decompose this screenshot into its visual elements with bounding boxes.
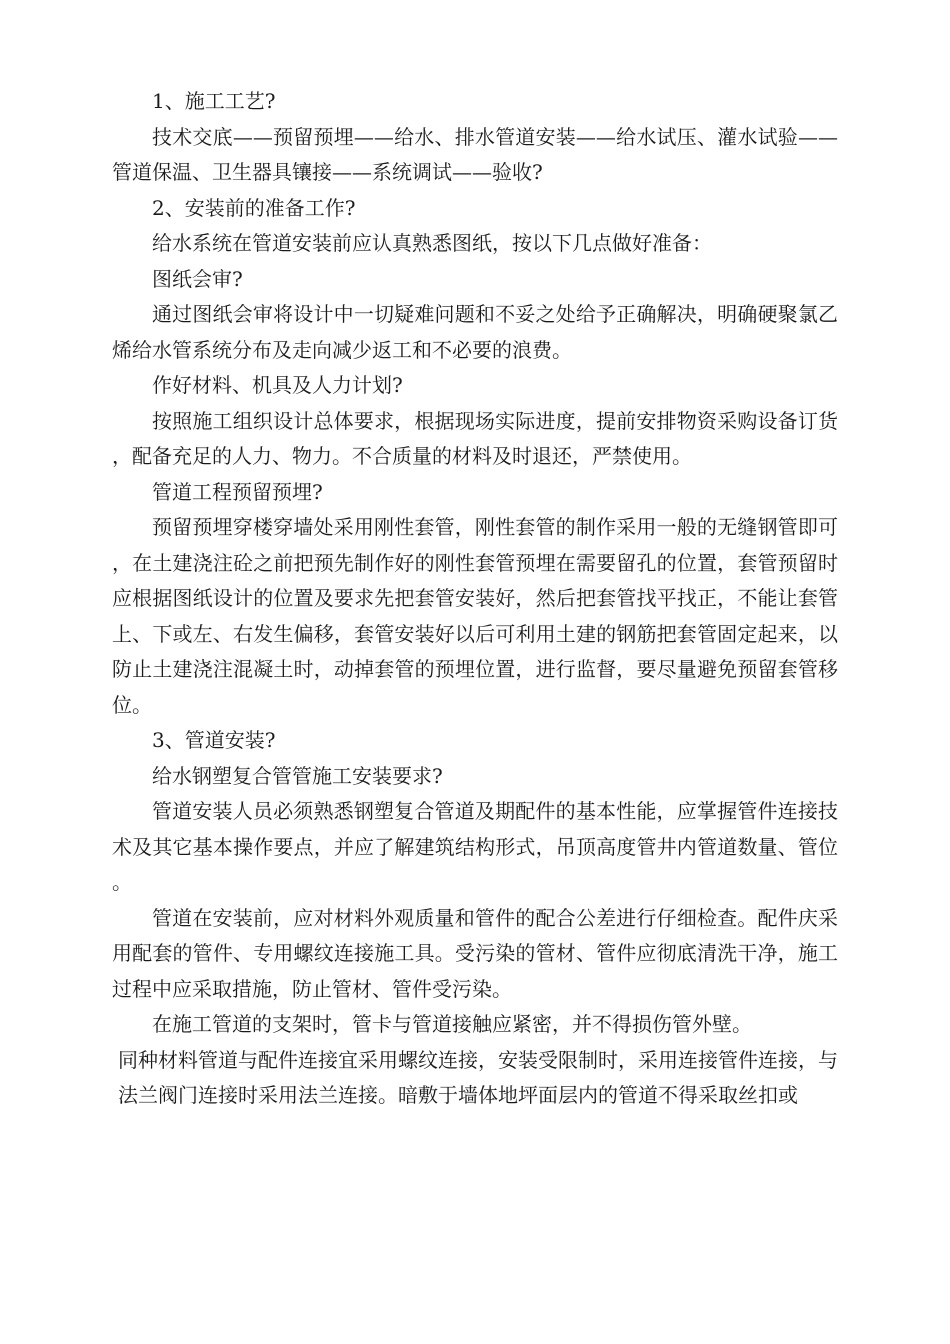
document-body	[112, 84, 838, 1114]
heading-pipe-installation: 3、管道安装?	[152, 728, 276, 752]
subheading-embedding: 管道工程预留预埋?	[152, 479, 323, 504]
paragraph-installer-requirements: 管道安装人员必须熟悉钢塑复合管道及期配件的基本性能，应掌握管件连接技术及其它基本操作要点，并应了解建筑结构形式，吊顶高度管井内管道数量、管位。	[112, 799, 838, 894]
paragraph-process-flow: 技术交底——预留预埋——给水、排水管道安装——给水试压、灌水试验——管道保温、卫生器具镶接——系统调试——验收?	[112, 124, 838, 184]
heading-construction-process: 1、施工工艺?	[152, 89, 276, 113]
paragraph-drawing-review: 通过图纸会审将设计中一切疑难问题和不妥之处给予正确解决，明确硬聚氯乙烯给水管系统分布及走向减少返工和不必要的浪费。	[112, 302, 838, 362]
paragraph-supports: 在施工管道的支架时，管卡与管道接触应紧密，并不得损伤管外壁。	[152, 1012, 752, 1036]
paragraph-materials-plan: 按照施工组织设计总体要求，根据现场实际进度，提前安排物资采购设备订货，配备充足的人力、物力。不合质量的材料及时退还，严禁使用。	[112, 408, 838, 468]
subheading-materials-plan: 作好材料、机具及人力计划?	[152, 373, 403, 397]
subheading-drawing-review: 图纸会审?	[152, 266, 243, 291]
subheading-composite-pipe: 给水钢塑复合管管施工安装要求?	[152, 763, 443, 788]
paragraph-embedding: 预留预埋穿楼穿墙处采用刚性套管，刚性套管的制作采用一般的无缝钢管即可，在土建浇注砼之前把预先制作好的刚性套管预埋在需要留孔的位置，套管预留时应根据图纸设计的位置及要求先把套管安装好，然后把套管找平找正，不能让套管上、下或左、右发生偏移，套管安装好以后可利用土建的钢筋把套管固定起来，以防止土建浇注混凝土时，动掉套管的预埋位置，进行监督，要尽量避免预留套管移位。	[112, 515, 838, 717]
paragraph-preparation-intro: 给水系统在管道安装前应认真熟悉图纸，按以下几点做好准备：	[152, 231, 712, 255]
paragraph-inspection: 管道在安装前，应对材料外观质量和管件的配合公差进行仔细检查。配件庆采用配套的管件、专用螺纹连接施工具。受污染的管材、管件应彻底清洗干净，施工过程中应采取措施，防止管材、管件受污染。	[112, 905, 838, 1001]
heading-preparation: 2、安装前的准备工作?	[152, 195, 356, 220]
paragraph-connections: 同种材料管道与配件连接宜采用螺纹连接，安装受限制时，采用连接管件连接，与法兰阀门连接时采用法兰连接。暗敷于墙体地坪面层内的管道不得采取丝扣或	[118, 1047, 838, 1107]
